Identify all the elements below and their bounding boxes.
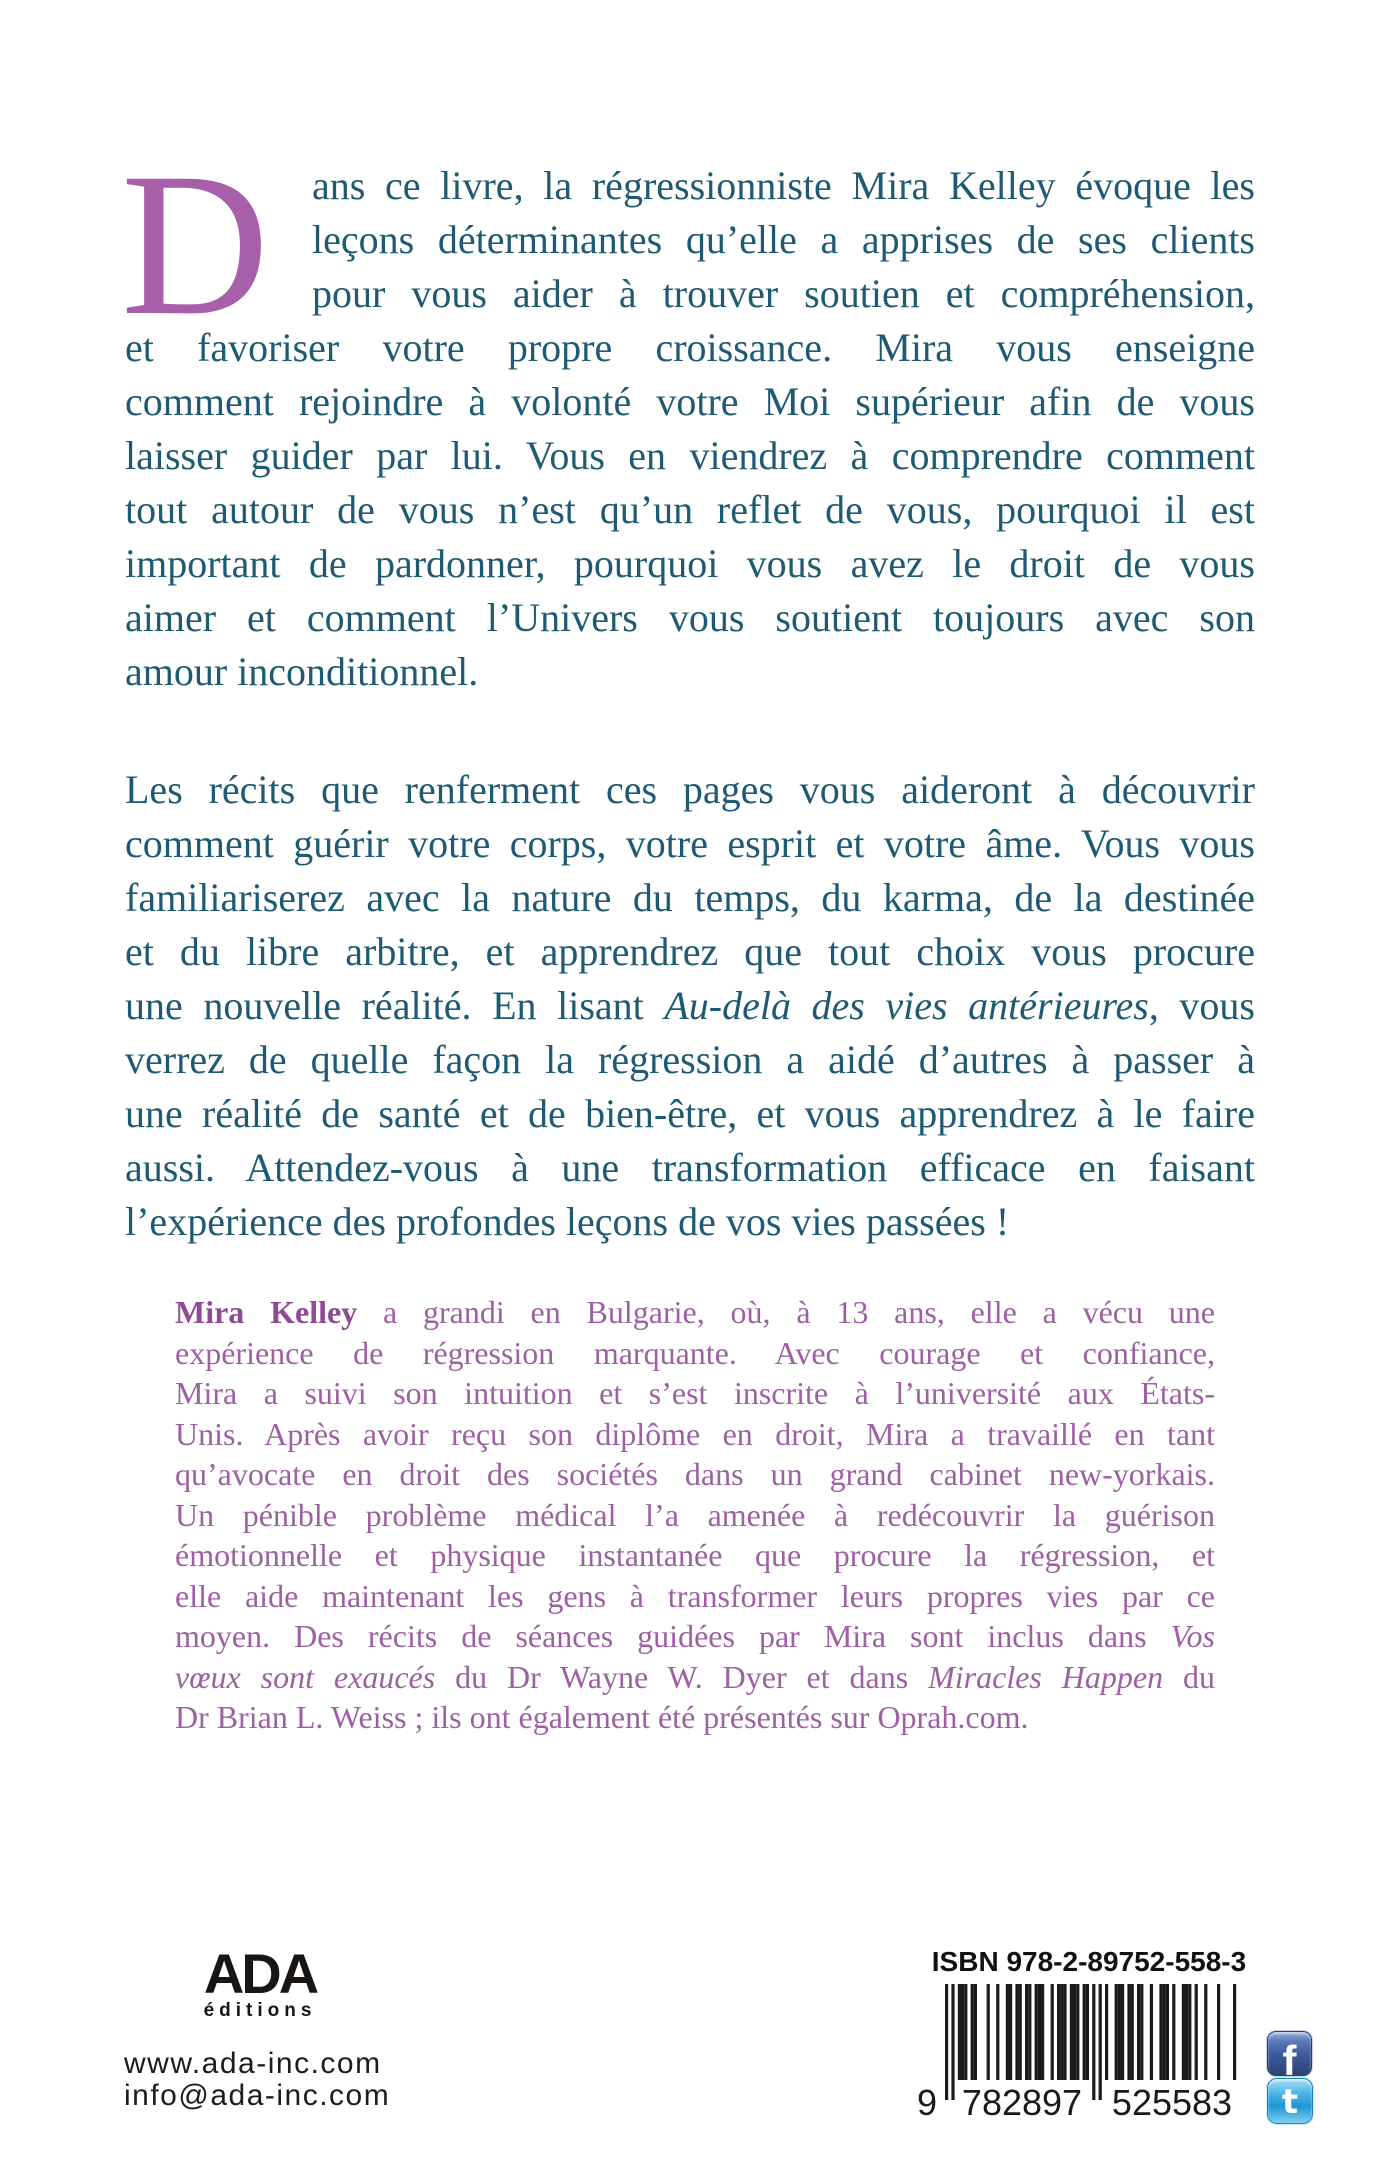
text-segment: ans ce livre, la régressionniste Mira Kelley évoque les [312,163,1255,208]
text-segment: important de pardonner, pourquoi vous avez le droit de vous [125,541,1255,586]
text-segment: tout autour de vous n’est qu’un reflet de vous, pourquoi il est [125,487,1255,532]
text-segment: Un pénible problème médical l’a amenée à redécouvrir la guérison [175,1496,1215,1533]
text-segment: , vous [1148,983,1255,1028]
synopsis-paragraph-1 [125,159,1255,699]
publisher-contact [124,2048,390,2112]
twitter-icon: t [1267,2078,1313,2124]
text-segment: et favoriser votre propre croissance. Mira vous enseigne [125,325,1255,370]
text-segment: vœux sont exaucés [175,1658,436,1695]
text-segment: comment guérir votre corps, votre esprit et votre âme. Vous vous [125,821,1255,866]
svg-text:9: 9 [916,2082,938,2120]
text-segment: leçons déterminantes qu’elle a apprises de ses clients [312,217,1255,262]
svg-text:782897: 782897 [961,2082,1083,2120]
drop-cap-letter: D [121,131,270,358]
barcode-svg [915,1984,1255,2120]
text-segment: émotionnelle et physique instantanée que procure la régression, et [175,1537,1215,1573]
text-segment: Miracles Happen [928,1658,1164,1695]
text-segment: l’expérience des profondes leçons de vos vies passées ! [125,1199,1010,1244]
text-segment: aimer et comment l’Univers vous soutient toujours avec son [125,595,1255,640]
text-segment: du Dr Wayne W. Dyer et dans [435,1658,929,1695]
text-segment: aussi. Attendez-vous à une transformation efficace en faisant [125,1145,1255,1190]
synopsis-paragraph-2 [125,763,1255,1249]
text-segment: une nouvelle réalité. En lisant [125,983,665,1028]
text-segment: moyen. Des récits de séances guidées par Mira sont inclus dans [175,1618,1171,1654]
ean13-barcode [915,1984,1255,2120]
text-segment: familiariserez avec la nature du temps, du karma, de la destinée [125,875,1255,920]
text-segment: Dr Brian L. Weiss ; ils ont également été présentés sur Oprah.com. [175,1699,1029,1735]
text-segment: Mira a suivi son intuition et s’est inscrite à l’université aux États- [175,1375,1215,1411]
text-segment: du [1163,1658,1216,1695]
text-segment: comment rejoindre à volonté votre Moi supérieur afin de vous [125,379,1255,424]
ada-logo-subtext: éditions [203,2000,317,2021]
ada-editions-logo [170,1942,350,2022]
text-segment: Au-delà des vies antérieures [664,983,1149,1028]
text-segment: Les récits que renferment ces pages vous aideront à découvrir [125,767,1255,812]
text-segment: a grandi en Bulgarie, où, à 13 ans, elle a vécu une [357,1294,1216,1330]
ada-logo-text: ADA [203,1942,317,2005]
author-bio-paragraph [175,1292,1215,1738]
isbn-label: ISBN 978-2-89752-558-3 [931,1946,1247,1977]
text-segment: Vos [1170,1618,1215,1654]
svg-text:525583: 525583 [1111,2082,1233,2120]
publisher-email: info@ada-inc.com [124,2079,391,2112]
facebook-icon: f [1267,2031,1312,2076]
text-segment: pour vous aider à trouver soutien et compréhension, [312,271,1255,316]
text-segment: expérience de régression marquante. Avec courage et confiance, [175,1334,1215,1371]
text-segment: qu’avocate en droit des sociétés dans un grand cabinet new-yorkais. [175,1456,1215,1492]
text-segment: et du libre arbitre, et apprendrez que tout choix vous procure [125,929,1255,974]
text-segment: laisser guider par lui. Vous en viendrez à comprendre comment [125,433,1255,478]
text-segment: elle aide maintenant les gens à transformer leurs propres vies par ce [175,1577,1215,1614]
publisher-website: www.ada-inc.com [124,2047,382,2080]
text-segment: Mira Kelley [175,1294,358,1330]
text-segment: amour inconditionnel. [125,649,479,694]
text-segment: une réalité de santé et de bien-être, et vous apprendrez à le faire [125,1091,1255,1136]
text-segment: Unis. Après avoir reçu son diplôme en droit, Mira a travaillé en tant [175,1415,1215,1452]
text-segment: verrez de quelle façon la régression a aidé d’autres à passer à [125,1037,1255,1082]
